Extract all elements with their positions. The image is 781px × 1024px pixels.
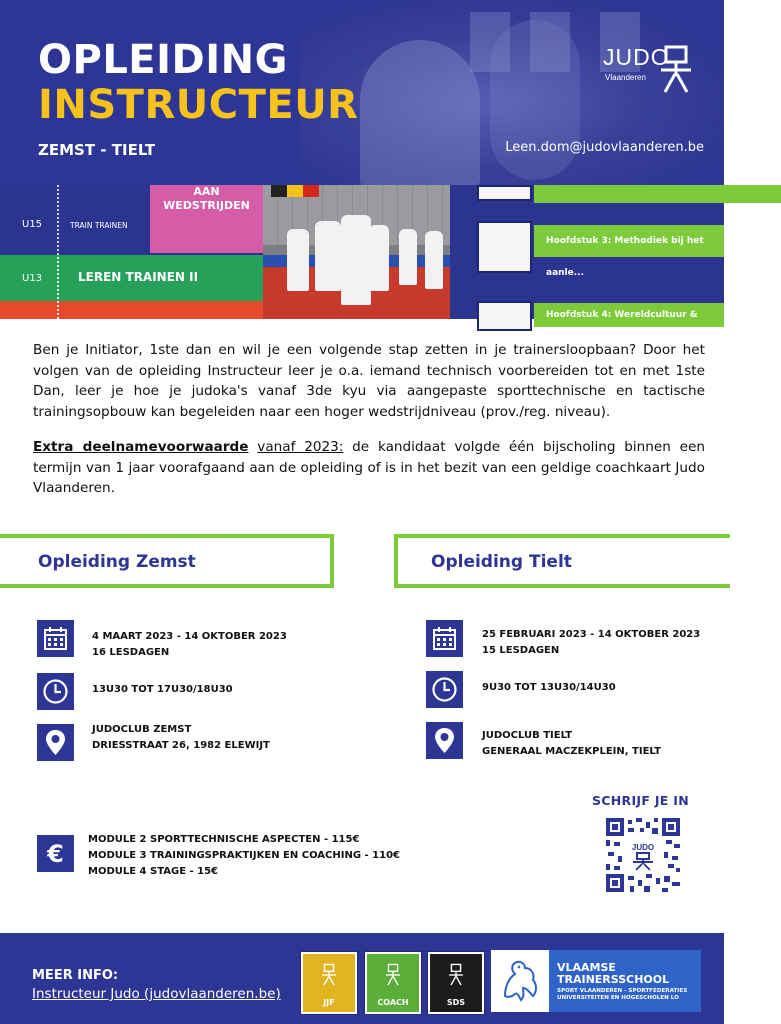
vts-sub-1: SPORT VLAANDEREN - SPORTFEDERATIES bbox=[557, 988, 688, 994]
tielt-header-box bbox=[394, 534, 730, 588]
zemst-address: DRIESSTRAAT 26, 1982 ELEWIJT bbox=[92, 740, 270, 751]
flemish-lion-icon bbox=[491, 950, 549, 1012]
zemst-time: 13U30 TOT 17U30/18U30 bbox=[92, 684, 233, 695]
judo-logo-icon bbox=[448, 964, 464, 986]
vlaamse-trainersschool-logo bbox=[491, 950, 701, 1012]
zemst-dates: 4 MAART 2023 - 14 OKTOBER 2023 bbox=[92, 631, 287, 642]
tielt-location-block bbox=[482, 728, 661, 760]
clock-icon bbox=[426, 671, 463, 708]
module-item: MODULE 3 TRAININGSPRAKTIJKEN EN COACHING - 110€ bbox=[88, 850, 401, 861]
vts-title-1: VLAAMSE bbox=[557, 961, 616, 974]
badge-label: COACH bbox=[377, 998, 409, 1007]
vts-subtitle bbox=[557, 988, 687, 1002]
judo-logo-icon bbox=[385, 964, 401, 986]
ltad-pink-label: AAN WEDSTRIJDEN bbox=[163, 185, 250, 212]
ltad-pink-block bbox=[150, 185, 263, 253]
module-item: MODULE 2 SPORTTECHNISCHE ASPECTEN - 115€ bbox=[88, 834, 360, 845]
badge-label: JJF bbox=[323, 998, 335, 1007]
title-line-1: OPLEIDING bbox=[38, 37, 288, 83]
logo-word: JUDO bbox=[603, 44, 670, 70]
signup-label[interactable]: SCHRIJF JE IN bbox=[592, 793, 690, 808]
tielt-time: 9U30 TOT 13U30/14U30 bbox=[482, 682, 616, 693]
ltad-orange-block bbox=[0, 301, 263, 319]
header-banner bbox=[0, 0, 724, 185]
zemst-header-box bbox=[0, 534, 334, 588]
zemst-club: JUDOCLUB ZEMST bbox=[92, 724, 192, 735]
slide-chapter-4: Hoofdstuk 4: Wereldcultuur & Tra... bbox=[534, 303, 724, 327]
module-item: MODULE 4 STAGE - 15€ bbox=[88, 866, 219, 877]
judo-logo-icon bbox=[321, 964, 337, 986]
tielt-days: 15 LESDAGEN bbox=[482, 645, 560, 656]
badge-coach bbox=[365, 952, 421, 1014]
ltad-u13: U13 bbox=[22, 273, 43, 284]
zemst-days: 16 LESDAGEN bbox=[92, 647, 170, 658]
logo-sub: Vlaanderen bbox=[605, 73, 646, 82]
ltad-dotted-line bbox=[57, 185, 59, 319]
ltad-u13-label: LEREN TRAINEN II bbox=[78, 270, 199, 284]
zemst-location-block bbox=[92, 722, 270, 754]
judo-vlaanderen-logo bbox=[603, 44, 693, 96]
extra-condition-label: Extra deelnamevoorwaarde bbox=[33, 439, 249, 455]
vts-title-2: TRAINERSSCHOOL bbox=[557, 973, 670, 986]
tielt-club: JUDOCLUB TIELT bbox=[482, 730, 573, 741]
intro-paragraph: Ben je Initiator, 1ste dan en wil je een volgende stap zetten in je trainersloopbaan? Door het volgen van de opleiding Instructeur leer je o.a. iemand technisch voorbereiden tot en met 1ste Dan, leer je hoe je judoka's vanaf 3de kyu via aangepaste sporttechnische en tactische trainingsopbouw kan begeleiden naar een hoger wedstrijdniveau (prov./reg. niveau). bbox=[33, 342, 705, 420]
location-pin-icon bbox=[426, 722, 463, 759]
calendar-icon bbox=[37, 620, 74, 657]
euro-icon bbox=[37, 835, 74, 872]
more-info-link[interactable]: Instructeur Judo (judovlaanderen.be) bbox=[32, 986, 281, 1002]
training-photo bbox=[263, 185, 450, 319]
zemst-dates-block bbox=[92, 629, 287, 661]
clock-icon bbox=[37, 673, 74, 710]
extra-condition-paragraph bbox=[33, 437, 705, 499]
location-pin-icon bbox=[37, 724, 74, 761]
tielt-title: Opleiding Tielt bbox=[431, 552, 572, 572]
badge-jjf bbox=[301, 952, 357, 1014]
badge-sds bbox=[428, 952, 484, 1014]
vts-title bbox=[557, 962, 669, 986]
title-line-2: INSTRUCTEUR bbox=[38, 82, 359, 128]
subtitle: ZEMST - TIELT bbox=[38, 141, 156, 159]
tielt-dates: 25 FEBRUARI 2023 - 14 OKTOBER 2023 bbox=[482, 629, 701, 640]
zemst-title: Opleiding Zemst bbox=[38, 552, 196, 572]
extra-condition-text: de kandidaat volgde één bijscholing binnen een termijn van 1 jaar voorafgaand aan de opleiding of is in het bezit van een geldige coachkaart Judo Vlaanderen. bbox=[33, 439, 706, 496]
course-slides-image bbox=[450, 185, 724, 344]
tielt-dates-block bbox=[482, 627, 700, 659]
slide-chapter-3: Hoofdstuk 3: Methodiek bij het aanle... bbox=[534, 225, 724, 257]
footer bbox=[0, 933, 724, 1024]
ltad-u15: U15 bbox=[22, 219, 43, 230]
svg-text:€: € bbox=[47, 840, 64, 868]
qr-logo-text: JUDO bbox=[631, 843, 655, 852]
photo-strip bbox=[0, 185, 724, 344]
ltad-chart-image bbox=[0, 185, 263, 319]
ltad-u15-label: TRAIN TRAINEN bbox=[70, 221, 128, 230]
judo-logo-icon bbox=[661, 46, 691, 94]
extra-condition-since: vanaf 2023: bbox=[257, 439, 344, 455]
tielt-address: GENERAAL MACZEKPLEIN, TIELT bbox=[482, 746, 661, 757]
vts-sub-2: UNIVERSITEITEN EN HOGESCHOLEN LO bbox=[557, 995, 679, 1001]
qr-code[interactable] bbox=[606, 818, 680, 892]
email-contact[interactable]: Leen.dom@judovlaanderen.be bbox=[505, 140, 704, 155]
more-info-label: MEER INFO: bbox=[32, 968, 119, 983]
badge-label: SDS bbox=[446, 998, 466, 1007]
calendar-icon bbox=[426, 620, 463, 657]
modules-list bbox=[88, 832, 400, 880]
